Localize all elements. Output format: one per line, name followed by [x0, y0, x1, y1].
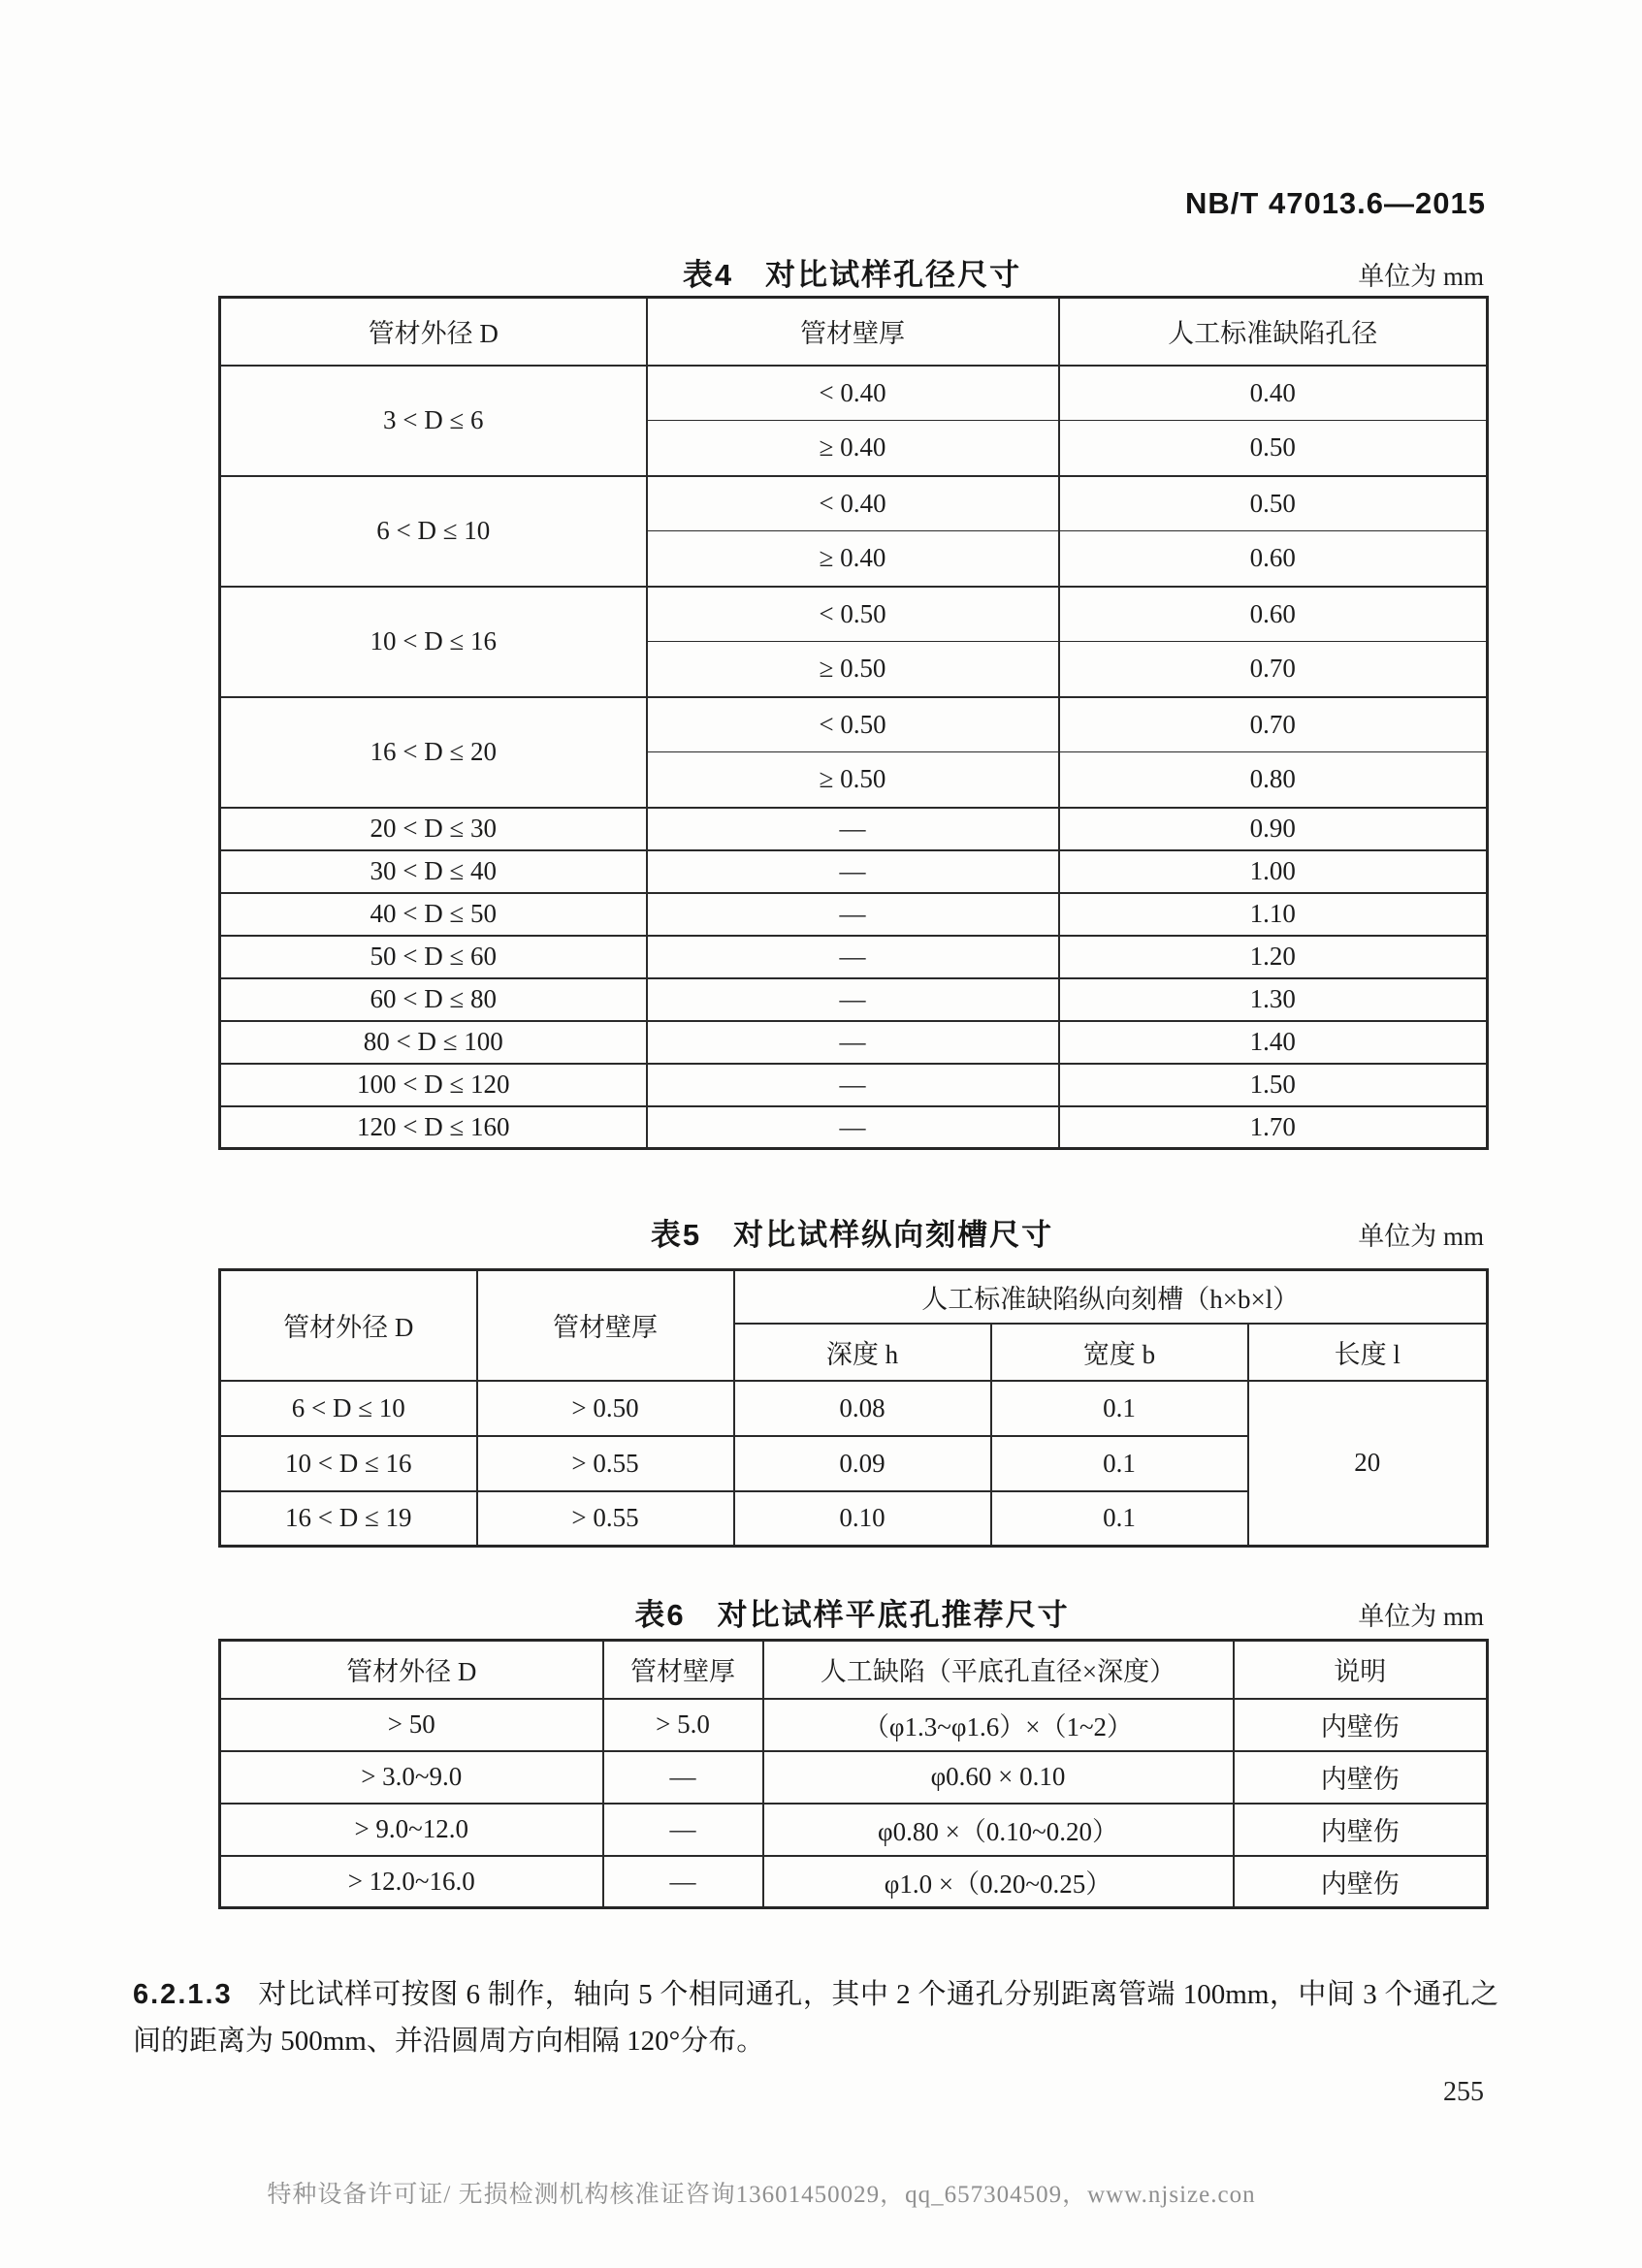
- table5: [218, 1268, 1489, 1548]
- cell-note: 内壁伤: [1234, 1751, 1488, 1804]
- cell-defect-size: （φ1.3~φ1.6）×（1~2）: [763, 1699, 1234, 1751]
- cell-hole-diameter: 0.80: [1059, 752, 1488, 808]
- table-row: [220, 808, 1488, 850]
- table5-caption: 表5 对比试样纵向刻槽尺寸: [650, 1218, 1054, 1252]
- cell-wall-thickness: —: [647, 936, 1059, 978]
- table-row: [220, 850, 1488, 893]
- cell-defect-size: φ0.60 × 0.10: [763, 1751, 1234, 1804]
- table-row: [220, 1106, 1488, 1149]
- table6: [218, 1639, 1489, 1909]
- cell-wall-thickness: —: [603, 1804, 763, 1856]
- cell-wall-thickness: —: [603, 1856, 763, 1908]
- table4-unit-note: 单位为 mm: [1358, 262, 1484, 291]
- cell-length: 20: [1248, 1381, 1488, 1547]
- cell-diameter-range: > 12.0~16.0: [220, 1856, 603, 1908]
- cell-wall-thickness: —: [647, 978, 1059, 1021]
- cell-note: 内壁伤: [1234, 1699, 1488, 1751]
- cell-hole-diameter: 1.50: [1059, 1064, 1488, 1106]
- table-row: [220, 1064, 1488, 1106]
- cell-note: 内壁伤: [1234, 1804, 1488, 1856]
- cell-defect-size: φ1.0 ×（0.20~0.25）: [763, 1856, 1234, 1908]
- table5-unit-note: 单位为 mm: [1358, 1222, 1484, 1251]
- table-row: [220, 1381, 1488, 1436]
- table4-header-hole: 人工标准缺陷孔径: [1059, 298, 1488, 366]
- table-row: [220, 697, 1488, 752]
- table5-header-thickness: 管材壁厚: [477, 1270, 734, 1381]
- cell-wall-thickness: ≥ 0.40: [647, 531, 1059, 587]
- clause-number: 6.2.1.3: [133, 1979, 233, 2010]
- table-row: [220, 366, 1488, 421]
- cell-wall-thickness: —: [647, 850, 1059, 893]
- table-row: [220, 936, 1488, 978]
- cell-diameter-range: 10 < D ≤ 16: [220, 587, 647, 697]
- cell-depth: 0.10: [734, 1491, 991, 1547]
- cell-wall-thickness: > 0.50: [477, 1381, 734, 1436]
- cell-note: 内壁伤: [1234, 1856, 1488, 1908]
- cell-width: 0.1: [991, 1381, 1248, 1436]
- cell-diameter-range: > 50: [220, 1699, 603, 1751]
- table5-header-depth: 深度 h: [734, 1324, 991, 1381]
- table4-caption-row: [218, 250, 1486, 293]
- cell-wall-thickness: —: [647, 1064, 1059, 1106]
- cell-wall-thickness: < 0.40: [647, 476, 1059, 531]
- cell-hole-diameter: 1.10: [1059, 893, 1488, 936]
- cell-defect-size: φ0.80 ×（0.10~0.20）: [763, 1804, 1234, 1856]
- table4-header-row: [220, 298, 1488, 366]
- table4: [218, 296, 1489, 1150]
- cell-wall-thickness: —: [647, 1106, 1059, 1149]
- table5-header-row1: [220, 1270, 1488, 1324]
- cell-diameter-range: > 9.0~12.0: [220, 1804, 603, 1856]
- table4-header-diameter: 管材外径 D: [220, 298, 647, 366]
- cell-hole-diameter: 0.60: [1059, 587, 1488, 642]
- cell-wall-thickness: ≥ 0.50: [647, 642, 1059, 697]
- table-row: [220, 587, 1488, 642]
- table-row: [220, 1804, 1488, 1856]
- cell-wall-thickness: —: [647, 808, 1059, 850]
- table6-caption: 表6 对比试样平底孔推荐尺寸: [634, 1598, 1070, 1632]
- cell-hole-diameter: 1.00: [1059, 850, 1488, 893]
- cell-diameter-range: 20 < D ≤ 30: [220, 808, 647, 850]
- cell-hole-diameter: 0.40: [1059, 366, 1488, 421]
- cell-diameter-range: 60 < D ≤ 80: [220, 978, 647, 1021]
- table6-header-defect: 人工缺陷（平底孔直径×深度）: [763, 1641, 1234, 1699]
- cell-diameter-range: 80 < D ≤ 100: [220, 1021, 647, 1064]
- page-number: 255: [1443, 2077, 1484, 2107]
- cell-wall-thickness: < 0.50: [647, 697, 1059, 752]
- cell-wall-thickness: ≥ 0.50: [647, 752, 1059, 808]
- cell-hole-diameter: 1.30: [1059, 978, 1488, 1021]
- cell-width: 0.1: [991, 1491, 1248, 1547]
- cell-wall-thickness: ≥ 0.40: [647, 421, 1059, 476]
- cell-diameter-range: 6 < D ≤ 10: [220, 476, 647, 587]
- cell-diameter-range: > 3.0~9.0: [220, 1751, 603, 1804]
- cell-hole-diameter: 0.60: [1059, 531, 1488, 587]
- cell-depth: 0.08: [734, 1381, 991, 1436]
- table-row: [220, 978, 1488, 1021]
- cell-hole-diameter: 0.70: [1059, 697, 1488, 752]
- cell-hole-diameter: 0.90: [1059, 808, 1488, 850]
- cell-wall-thickness: —: [647, 893, 1059, 936]
- table6-caption-row: [218, 1590, 1486, 1633]
- table6-header-row: [220, 1641, 1488, 1699]
- clause-text: 对比试样可按图 6 制作，轴向 5 个相同通孔，其中 2 个通孔分别距离管端 100mm，中间 3 个通孔之间的距离为 500mm、并沿圆周方向相隔 120°分布。: [133, 1979, 1498, 2057]
- cell-diameter-range: 16 < D ≤ 19: [220, 1491, 477, 1547]
- cell-diameter-range: 100 < D ≤ 120: [220, 1064, 647, 1106]
- cell-diameter-range: 10 < D ≤ 16: [220, 1436, 477, 1491]
- cell-hole-diameter: 1.70: [1059, 1106, 1488, 1149]
- cell-hole-diameter: 0.70: [1059, 642, 1488, 697]
- table-row: [220, 1699, 1488, 1751]
- cell-diameter-range: 30 < D ≤ 40: [220, 850, 647, 893]
- cell-wall-thickness: > 5.0: [603, 1699, 763, 1751]
- cell-diameter-range: 50 < D ≤ 60: [220, 936, 647, 978]
- cell-diameter-range: 6 < D ≤ 10: [220, 1381, 477, 1436]
- cell-depth: 0.09: [734, 1436, 991, 1491]
- table4-caption: 表4 对比试样孔径尺寸: [682, 258, 1022, 292]
- cell-wall-thickness: < 0.50: [647, 587, 1059, 642]
- table5-header-width: 宽度 b: [991, 1324, 1248, 1381]
- table-row: [220, 476, 1488, 531]
- cell-wall-thickness: > 0.55: [477, 1436, 734, 1491]
- table-row: [220, 1856, 1488, 1908]
- table5-header-groove-group: 人工标准缺陷纵向刻槽（h×b×l）: [734, 1270, 1488, 1324]
- cell-diameter-range: 120 < D ≤ 160: [220, 1106, 647, 1149]
- table6-unit-note: 单位为 mm: [1358, 1602, 1484, 1631]
- table5-caption-row: [218, 1210, 1486, 1253]
- cell-wall-thickness: < 0.40: [647, 366, 1059, 421]
- cell-width: 0.1: [991, 1436, 1248, 1491]
- table6-header-thickness: 管材壁厚: [603, 1641, 763, 1699]
- table4-header-thickness: 管材壁厚: [647, 298, 1059, 366]
- cell-diameter-range: 40 < D ≤ 50: [220, 893, 647, 936]
- table5-header-length: 长度 l: [1248, 1324, 1488, 1381]
- standard-code: NB/T 47013.6—2015: [1185, 186, 1486, 220]
- table-row: [220, 893, 1488, 936]
- table6-header-note: 说明: [1234, 1641, 1488, 1699]
- cell-hole-diameter: 1.40: [1059, 1021, 1488, 1064]
- table-row: [220, 1021, 1488, 1064]
- table6-header-diameter: 管材外径 D: [220, 1641, 603, 1699]
- cell-hole-diameter: 0.50: [1059, 421, 1488, 476]
- table-row: [220, 1751, 1488, 1804]
- clause-paragraph: [133, 1971, 1498, 2064]
- cell-wall-thickness: > 0.55: [477, 1491, 734, 1547]
- cell-diameter-range: 3 < D ≤ 6: [220, 366, 647, 476]
- footer-watermark: 特种设备许可证/ 无损检测机构核准证咨询13601450029，qq_657304509，www.njsize.con: [267, 2182, 1256, 2208]
- cell-hole-diameter: 1.20: [1059, 936, 1488, 978]
- cell-wall-thickness: —: [603, 1751, 763, 1804]
- table5-header-diameter: 管材外径 D: [220, 1270, 477, 1381]
- cell-diameter-range: 16 < D ≤ 20: [220, 697, 647, 808]
- cell-wall-thickness: —: [647, 1021, 1059, 1064]
- cell-hole-diameter: 0.50: [1059, 476, 1488, 531]
